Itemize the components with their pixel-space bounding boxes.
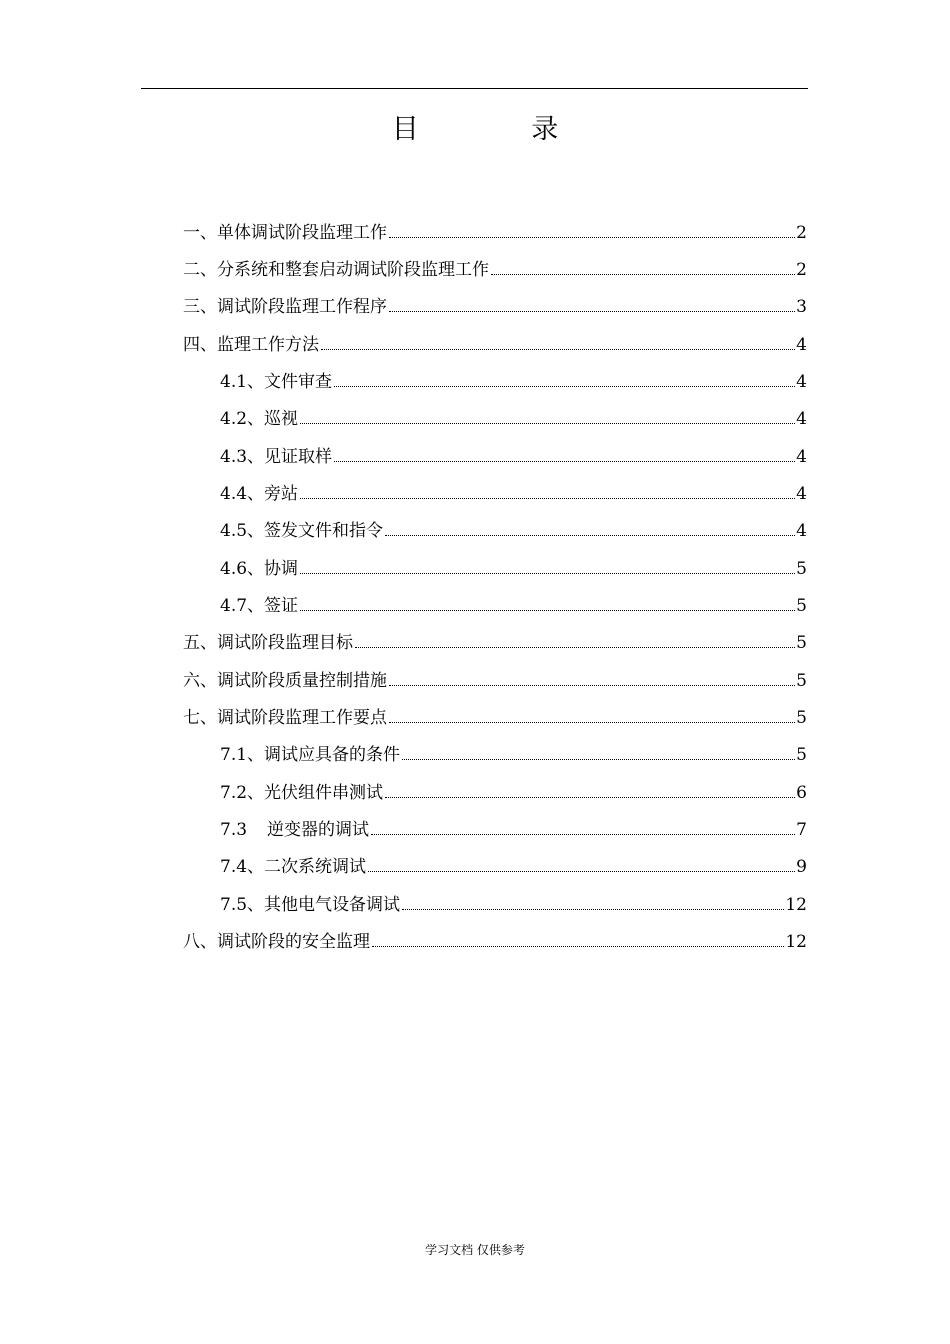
toc-entry-text: 调试应具备的条件 bbox=[264, 745, 401, 765]
toc-entry-number: 二、 bbox=[183, 260, 217, 280]
toc-dot-leader bbox=[368, 871, 795, 872]
toc-entry-text: 见证取样 bbox=[264, 447, 333, 467]
toc-entry-text: 调试阶段的安全监理 bbox=[217, 932, 370, 952]
toc-dot-leader bbox=[300, 610, 795, 611]
toc-entry-text: 协调 bbox=[264, 559, 299, 579]
toc-entry-1[interactable] bbox=[183, 220, 807, 246]
toc-dot-leader bbox=[300, 573, 795, 574]
toc-entry-page: 4 bbox=[796, 521, 807, 541]
toc-entry-page: 5 bbox=[796, 633, 807, 653]
toc-dot-leader bbox=[402, 759, 795, 760]
toc-entry-number: 4.1、 bbox=[220, 372, 265, 392]
toc-entry-3[interactable] bbox=[183, 294, 807, 320]
toc-entry-page: 2 bbox=[796, 260, 807, 280]
toc-entry-page: 9 bbox=[796, 857, 807, 877]
toc-entry-4-7[interactable] bbox=[220, 593, 807, 619]
toc-entry-4-5[interactable] bbox=[220, 518, 807, 544]
toc-dot-leader bbox=[402, 909, 784, 910]
toc-entry-number: 一、 bbox=[183, 223, 217, 243]
toc-entry-page: 5 bbox=[796, 708, 807, 728]
toc-dot-leader bbox=[334, 386, 795, 387]
toc-dot-leader bbox=[389, 237, 795, 238]
toc-entry-number: 4.7、 bbox=[220, 596, 265, 616]
toc-entry-number: 7.3 bbox=[220, 820, 248, 840]
toc-entry-page: 4 bbox=[796, 372, 807, 392]
toc-entry-text: 签证 bbox=[264, 596, 299, 616]
toc-entry-number: 五、 bbox=[183, 633, 217, 653]
toc-entry-number: 4.3、 bbox=[220, 447, 265, 467]
toc-entry-number: 4.2、 bbox=[220, 409, 265, 429]
toc-entry-number: 八、 bbox=[183, 932, 217, 952]
toc-entry-text: 调试阶段监理工作要点 bbox=[217, 708, 387, 728]
toc-entry-text: 调试阶段监理工作程序 bbox=[217, 297, 387, 317]
toc-entry-page: 12 bbox=[785, 932, 807, 952]
toc-entry-page: 3 bbox=[796, 297, 807, 317]
header-rule bbox=[141, 88, 808, 89]
toc-entry-number: 三、 bbox=[183, 297, 217, 317]
toc-dot-leader bbox=[389, 311, 795, 312]
toc-dot-leader bbox=[300, 498, 795, 499]
toc-entry-text: 文件审查 bbox=[264, 372, 333, 392]
toc-entry-text: 二次系统调试 bbox=[264, 857, 367, 877]
toc-entry-text: 监理工作方法 bbox=[217, 335, 319, 355]
toc-dot-leader bbox=[389, 722, 795, 723]
toc-entry-text: 签发文件和指令 bbox=[264, 521, 384, 541]
toc-dot-leader bbox=[334, 461, 795, 462]
toc-dot-leader bbox=[321, 349, 795, 350]
toc-dot-leader bbox=[385, 797, 795, 798]
toc-title: 目 录 bbox=[391, 114, 611, 145]
toc-dot-leader bbox=[389, 685, 795, 686]
toc-dot-leader bbox=[300, 423, 795, 424]
page-footer: 学习文档 仅供参考 bbox=[425, 1243, 525, 1257]
toc-entry-page: 5 bbox=[796, 745, 807, 765]
toc-entry-4-6[interactable] bbox=[220, 556, 807, 582]
toc-entry-7-1[interactable] bbox=[220, 742, 807, 768]
toc-entry-number: 7.1、 bbox=[220, 745, 265, 765]
toc-entry-number: 六、 bbox=[183, 671, 217, 691]
toc-entry-page: 7 bbox=[796, 820, 807, 840]
toc-entry-7[interactable] bbox=[183, 705, 807, 731]
toc-dot-leader bbox=[491, 274, 795, 275]
toc-entry-4-3[interactable] bbox=[220, 444, 807, 470]
toc-entry-text: 其他电气设备调试 bbox=[264, 895, 401, 915]
toc-entry-text: 分系统和整套启动调试阶段监理工作 bbox=[217, 260, 489, 280]
toc-entry-4[interactable] bbox=[183, 332, 807, 358]
toc-entry-number: 4.5、 bbox=[220, 521, 265, 541]
toc-entry-5[interactable] bbox=[183, 630, 807, 656]
toc-entry-7-4[interactable] bbox=[220, 854, 807, 880]
toc-entry-number: 七、 bbox=[183, 708, 217, 728]
toc-entry-number: 7.5、 bbox=[220, 895, 265, 915]
toc-dot-leader bbox=[385, 535, 795, 536]
toc-entry-text: 旁站 bbox=[264, 484, 299, 504]
toc-entry-4-4[interactable] bbox=[220, 481, 807, 507]
toc-entry-6[interactable] bbox=[183, 668, 807, 694]
toc-entry-number: 7.4、 bbox=[220, 857, 265, 877]
toc-entry-4-1[interactable] bbox=[220, 369, 807, 395]
toc-entry-2[interactable] bbox=[183, 257, 807, 283]
toc-entry-page: 5 bbox=[796, 559, 807, 579]
toc-entry-page: 6 bbox=[796, 783, 807, 803]
toc-entry-7-3[interactable] bbox=[220, 817, 807, 843]
toc-entry-page: 5 bbox=[796, 671, 807, 691]
toc-entry-number: 7.2、 bbox=[220, 783, 265, 803]
toc-entry-text: 巡视 bbox=[264, 409, 299, 429]
toc-dot-leader bbox=[355, 647, 795, 648]
toc-entry-page: 5 bbox=[796, 596, 807, 616]
toc-entry-text: 单体调试阶段监理工作 bbox=[217, 223, 387, 243]
toc-entry-8[interactable] bbox=[183, 929, 807, 955]
toc-entry-4-2[interactable] bbox=[220, 406, 807, 432]
toc-entry-number: 4.6、 bbox=[220, 559, 265, 579]
toc-entry-7-5[interactable] bbox=[220, 892, 807, 918]
toc-entry-page: 4 bbox=[796, 447, 807, 467]
toc-entry-page: 4 bbox=[796, 335, 807, 355]
toc-entry-text: 逆变器的调试 bbox=[267, 820, 370, 840]
toc-entry-page: 12 bbox=[785, 895, 807, 915]
toc-entry-text: 调试阶段质量控制措施 bbox=[217, 671, 387, 691]
toc-entry-number: 四、 bbox=[183, 335, 217, 355]
toc-entry-number: 4.4、 bbox=[220, 484, 265, 504]
toc-entry-text: 光伏组件串测试 bbox=[264, 783, 384, 803]
toc-dot-leader bbox=[372, 946, 784, 947]
toc-entry-text: 调试阶段监理目标 bbox=[217, 633, 353, 653]
toc-entry-7-2[interactable] bbox=[220, 780, 807, 806]
toc-dot-leader bbox=[371, 834, 795, 835]
toc-entry-page: 4 bbox=[796, 409, 807, 429]
toc-entry-page: 4 bbox=[796, 484, 807, 504]
toc-entry-page: 2 bbox=[796, 223, 807, 243]
